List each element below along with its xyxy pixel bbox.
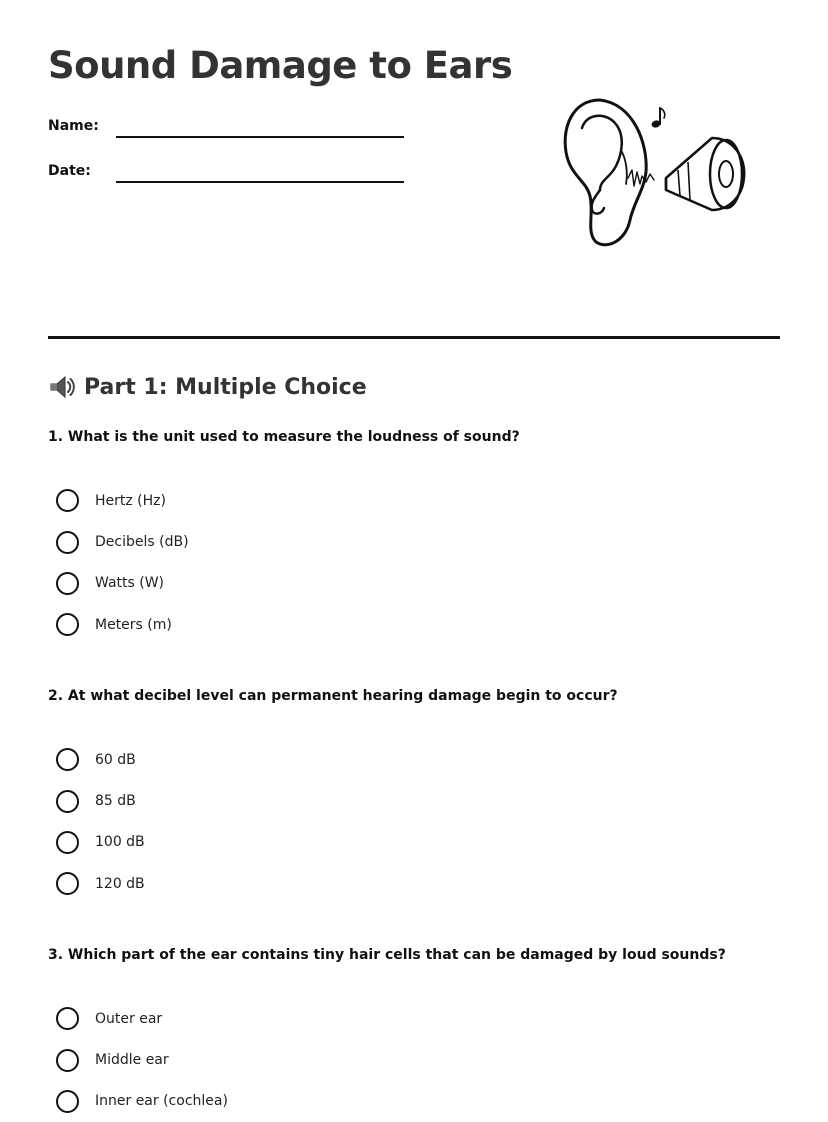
- question-3: [48, 947, 788, 1110]
- option-label: Hertz (Hz): [95, 492, 166, 509]
- option-label: 85 dB: [95, 793, 136, 810]
- option-60db[interactable]: [56, 739, 145, 780]
- radio-button[interactable]: [56, 1007, 79, 1030]
- option-meters[interactable]: [56, 604, 189, 645]
- question-1-text: 1. What is the unit used to measure the loudness of sound?: [48, 429, 520, 445]
- radio-button[interactable]: [56, 613, 79, 636]
- option-outer-ear[interactable]: [56, 998, 228, 1039]
- radio-button[interactable]: [56, 572, 79, 595]
- option-watts[interactable]: [56, 563, 189, 604]
- speaker-icon: [48, 373, 76, 401]
- name-field[interactable]: [48, 118, 408, 142]
- radio-button[interactable]: [56, 1090, 79, 1113]
- option-label: 120 dB: [95, 875, 145, 892]
- name-blank-line[interactable]: [116, 136, 404, 138]
- date-label: Date:: [48, 163, 91, 179]
- question-3-text: 3. Which part of the ear contains tiny hair cells that can be damaged by loud sounds?: [48, 947, 726, 963]
- section-heading: [48, 373, 367, 401]
- name-label: Name:: [48, 118, 99, 134]
- option-label: Middle ear: [95, 1052, 169, 1069]
- option-label: Watts (W): [95, 575, 165, 592]
- option-label: 60 dB: [95, 751, 136, 768]
- question-1: [48, 429, 788, 633]
- question-3-options: [56, 998, 228, 1122]
- option-label: Outer ear: [95, 1010, 163, 1027]
- option-120db[interactable]: [56, 863, 145, 904]
- radio-button[interactable]: [56, 1049, 79, 1072]
- question-2-text: 2. At what decibel level can permanent hearing damage begin to occur?: [48, 688, 618, 704]
- ear-with-megaphone-icon: [556, 92, 752, 252]
- option-85db[interactable]: [56, 780, 145, 821]
- date-blank-line[interactable]: [116, 181, 404, 183]
- option-label: Inner ear (cochlea): [95, 1093, 228, 1110]
- option-middle-ear[interactable]: [56, 1039, 228, 1080]
- radio-button[interactable]: [56, 790, 79, 813]
- option-decibels[interactable]: [56, 521, 189, 562]
- worksheet-title: Sound Damage to Ears: [48, 44, 513, 87]
- question-2: [48, 688, 788, 892]
- question-2-options: [56, 739, 145, 905]
- option-100db[interactable]: [56, 822, 145, 863]
- radio-button[interactable]: [56, 489, 79, 512]
- option-label: 100 dB: [95, 834, 145, 851]
- question-1-options: [56, 480, 189, 646]
- radio-button[interactable]: [56, 748, 79, 771]
- date-field[interactable]: [48, 163, 408, 187]
- option-hertz[interactable]: [56, 480, 189, 521]
- option-label: Meters (m): [95, 616, 172, 633]
- radio-button[interactable]: [56, 831, 79, 854]
- radio-button[interactable]: [56, 872, 79, 895]
- radio-button[interactable]: [56, 531, 79, 554]
- option-label: Decibels (dB): [95, 534, 189, 551]
- section-divider: [48, 336, 780, 339]
- option-inner-ear[interactable]: [56, 1081, 228, 1122]
- section-heading-text: Part 1: Multiple Choice: [84, 374, 367, 400]
